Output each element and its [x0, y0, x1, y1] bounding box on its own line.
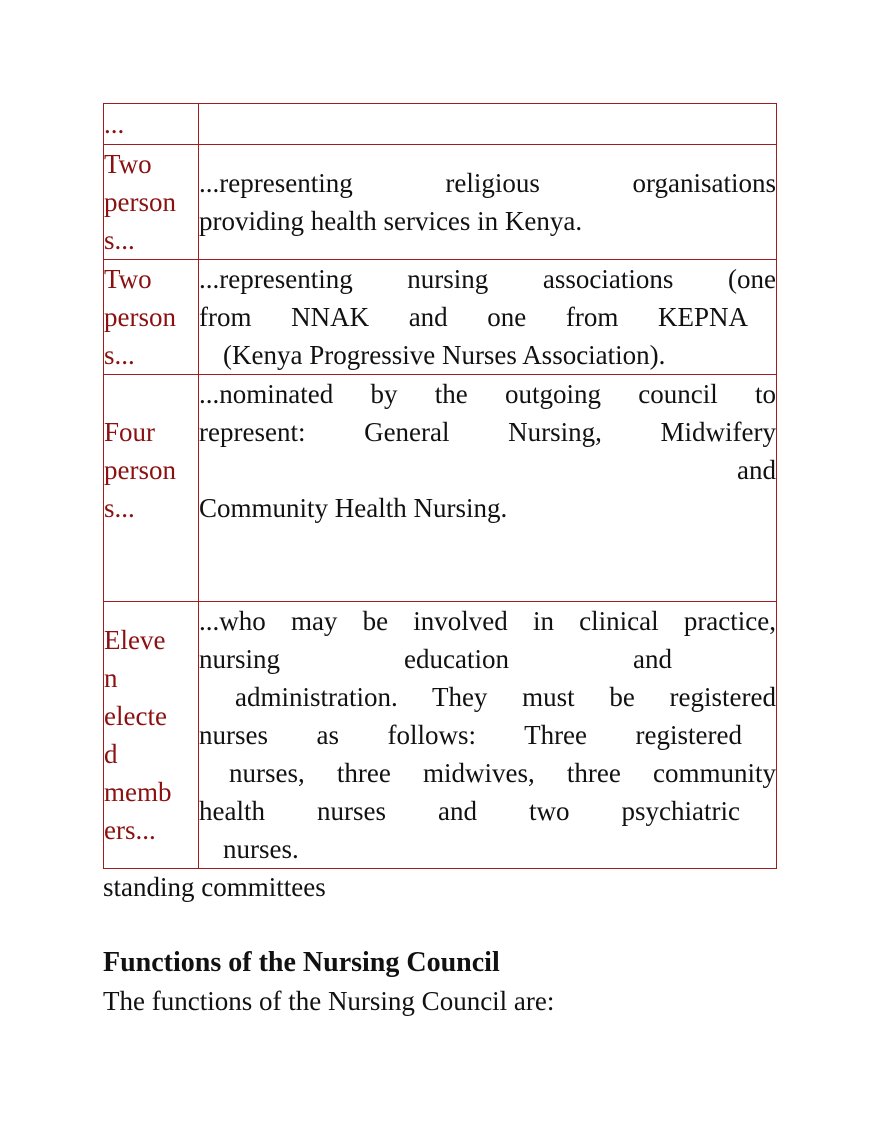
member-count-line: s... [104, 340, 135, 370]
member-description-cell [199, 104, 777, 145]
section-intro: The functions of the Nursing Council are: [103, 986, 555, 1016]
section-heading: Functions of the Nursing Council [103, 947, 500, 978]
description-line: ...who may be involved in clinical practice, [199, 606, 776, 636]
table-row [104, 602, 777, 869]
member-count-line: Eleve [104, 625, 166, 655]
member-count-line: person [104, 455, 176, 485]
member-count-cell [104, 104, 199, 145]
member-count-line: s... [104, 493, 135, 523]
table-row [104, 260, 777, 375]
member-count-cell [104, 145, 199, 260]
member-count-cell [104, 260, 199, 375]
council-composition-table [103, 103, 777, 869]
member-count-cell [104, 602, 199, 869]
member-count-line: s... [104, 225, 135, 255]
description-line: nurses as follows: Three registered [199, 720, 742, 750]
description-line: and [737, 455, 776, 485]
member-description-cell [199, 145, 777, 260]
description-line: nurses, three midwives, three community [229, 758, 776, 788]
member-count-line: ers... [104, 815, 156, 845]
description-line: administration. They must be registered [235, 682, 776, 712]
standing-committees-text: standing committees [103, 872, 326, 902]
description-line: Community Health Nursing. [199, 493, 508, 523]
description-line: ...representing nursing associations (one [199, 264, 776, 294]
description-line: ...representing religious organisations [199, 168, 776, 198]
table-row [104, 375, 777, 602]
member-count-line: ... [104, 109, 125, 139]
description-line: health nurses and two psychiatric [199, 796, 740, 826]
member-count-line: electe [104, 701, 167, 731]
member-count-line: Two [104, 264, 152, 294]
description-line: ...nominated by the outgoing council to [199, 379, 776, 409]
description-line: nursing education and [199, 644, 672, 674]
member-count-line: Two [104, 149, 152, 179]
member-description-cell [199, 260, 777, 375]
description-line: from NNAK and one from KEPNA [199, 302, 748, 332]
member-count-line: d [104, 739, 118, 769]
member-count-line: person [104, 302, 176, 332]
table-row [104, 104, 777, 145]
member-count-line: n [104, 663, 118, 693]
description-line: providing health services in Kenya. [199, 206, 583, 236]
member-count-cell [104, 375, 199, 602]
description-line: (Kenya Progressive Nurses Association). [223, 340, 666, 370]
member-count-line: Four [104, 417, 156, 447]
description-line: represent: General Nursing, Midwifery [199, 417, 776, 447]
member-description-cell [199, 375, 777, 602]
description-line: nurses. [223, 834, 299, 864]
table-row [104, 145, 777, 260]
member-description-cell [199, 602, 777, 869]
member-count-line: person [104, 187, 176, 217]
member-count-line: memb [104, 777, 172, 807]
